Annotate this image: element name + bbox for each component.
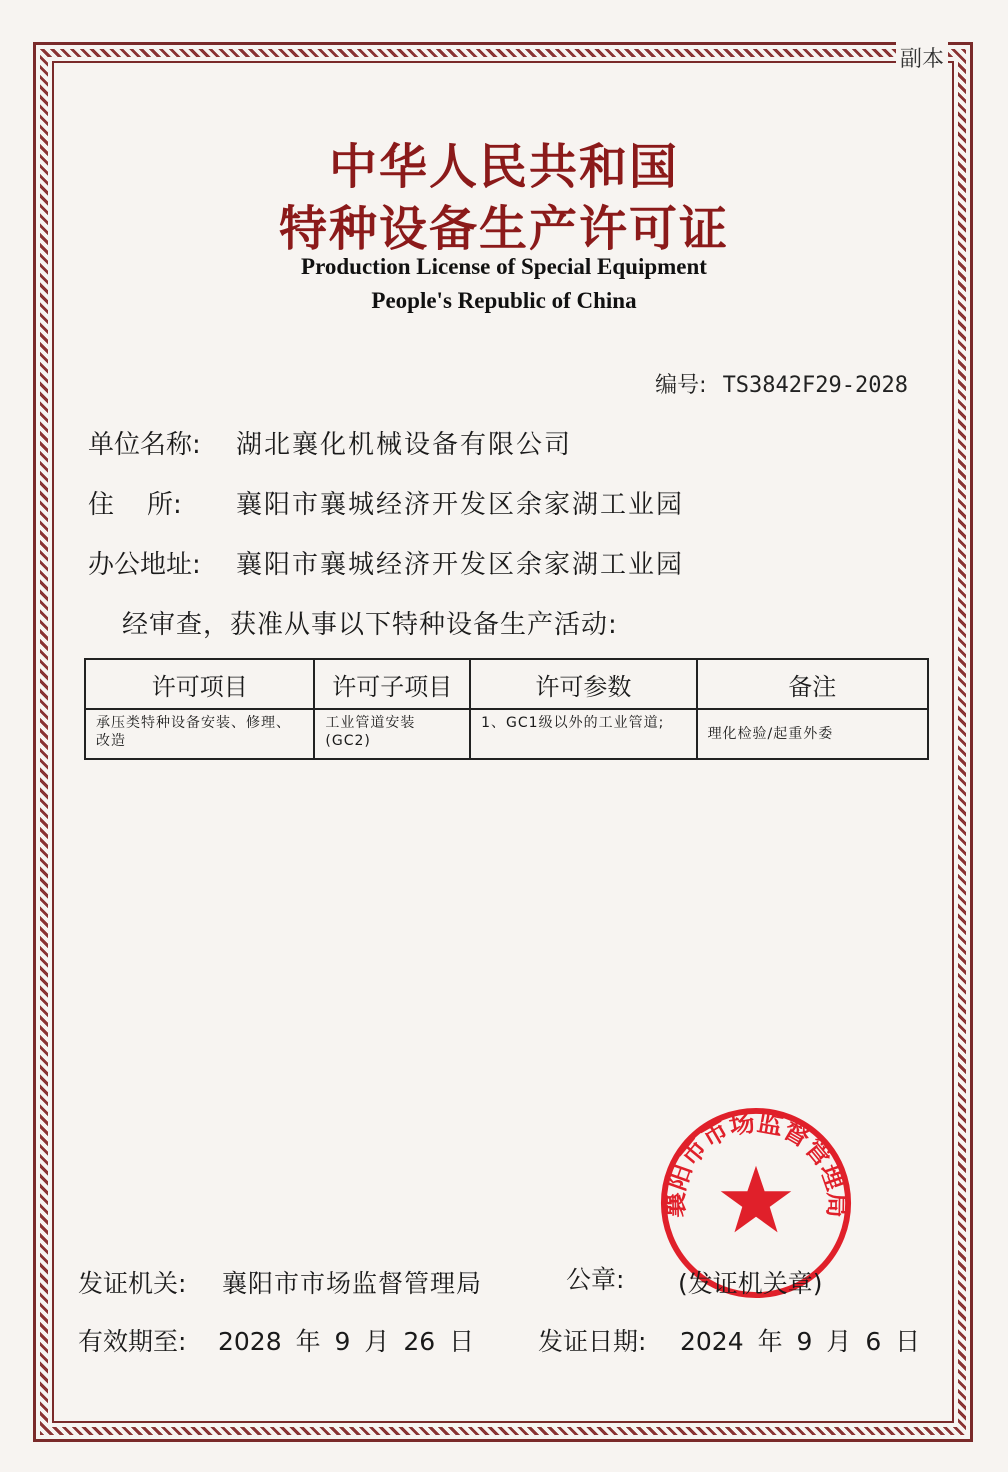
cell-parameter: 1、GC1级以外的工业管道; <box>470 709 696 759</box>
cell-subitem: 工业管道安装(GC2) <box>314 709 470 759</box>
table-row <box>85 709 928 759</box>
header-subitem: 许可子项目 <box>314 659 470 709</box>
header-item: 许可项目 <box>85 659 314 709</box>
issue-date-value: 2024 年 9 月 6 日 <box>680 1327 921 1356</box>
office-value: 襄阳市襄城经济开发区余家湖工业园 <box>236 550 685 580</box>
valid-until-value: 2028 年 9 月 26 日 <box>218 1327 475 1356</box>
copy-mark: 副本 <box>896 42 948 73</box>
unit-name-label: 单位名称: <box>88 430 201 460</box>
seal-ring-text: 襄阳市市场监督管理局 <box>660 1107 852 1218</box>
field-unit-name <box>88 424 572 461</box>
title-cn-line2: 特种设备生产许可证 <box>278 201 729 257</box>
address-value: 襄阳市襄城经济开发区余家湖工业园 <box>236 490 685 520</box>
issuer-value: 襄阳市市场监督管理局 <box>222 1269 483 1298</box>
header-remark: 备注 <box>697 659 928 709</box>
seal-note: (发证机关章) <box>678 1269 823 1298</box>
cell-item: 承压类特种设备安装、修理、改造 <box>85 709 314 759</box>
valid-until-label: 有效期至: <box>78 1327 187 1356</box>
seal-star-icon <box>721 1166 792 1233</box>
seal-label: 公章: <box>566 1265 625 1294</box>
license-table <box>84 658 929 760</box>
address-label: 住 所: <box>88 490 182 520</box>
certificate-number <box>655 368 908 399</box>
issuer-label: 发证机关: <box>78 1269 187 1298</box>
office-label: 办公地址: <box>88 550 201 580</box>
title-en-line1: Production License of Special Equipment <box>301 254 707 279</box>
table-header-row <box>85 659 928 709</box>
title-en-line2: People's Republic of China <box>371 288 637 313</box>
field-address <box>88 484 684 521</box>
issue-date-label: 发证日期: <box>538 1327 647 1356</box>
header-parameter: 许可参数 <box>470 659 696 709</box>
cell-remark: 理化检验/起重外委 <box>697 709 928 759</box>
certificate-number-value: TS3842F29-2028 <box>722 373 908 398</box>
certificate-number-label: 编号: <box>655 373 707 398</box>
field-office <box>88 544 684 581</box>
title-cn-line1: 中华人民共和国 <box>328 139 679 195</box>
unit-name-value: 湖北襄化机械设备有限公司 <box>236 430 573 460</box>
approval-text: 经审查，获准从事以下特种设备生产活动: <box>122 610 618 640</box>
